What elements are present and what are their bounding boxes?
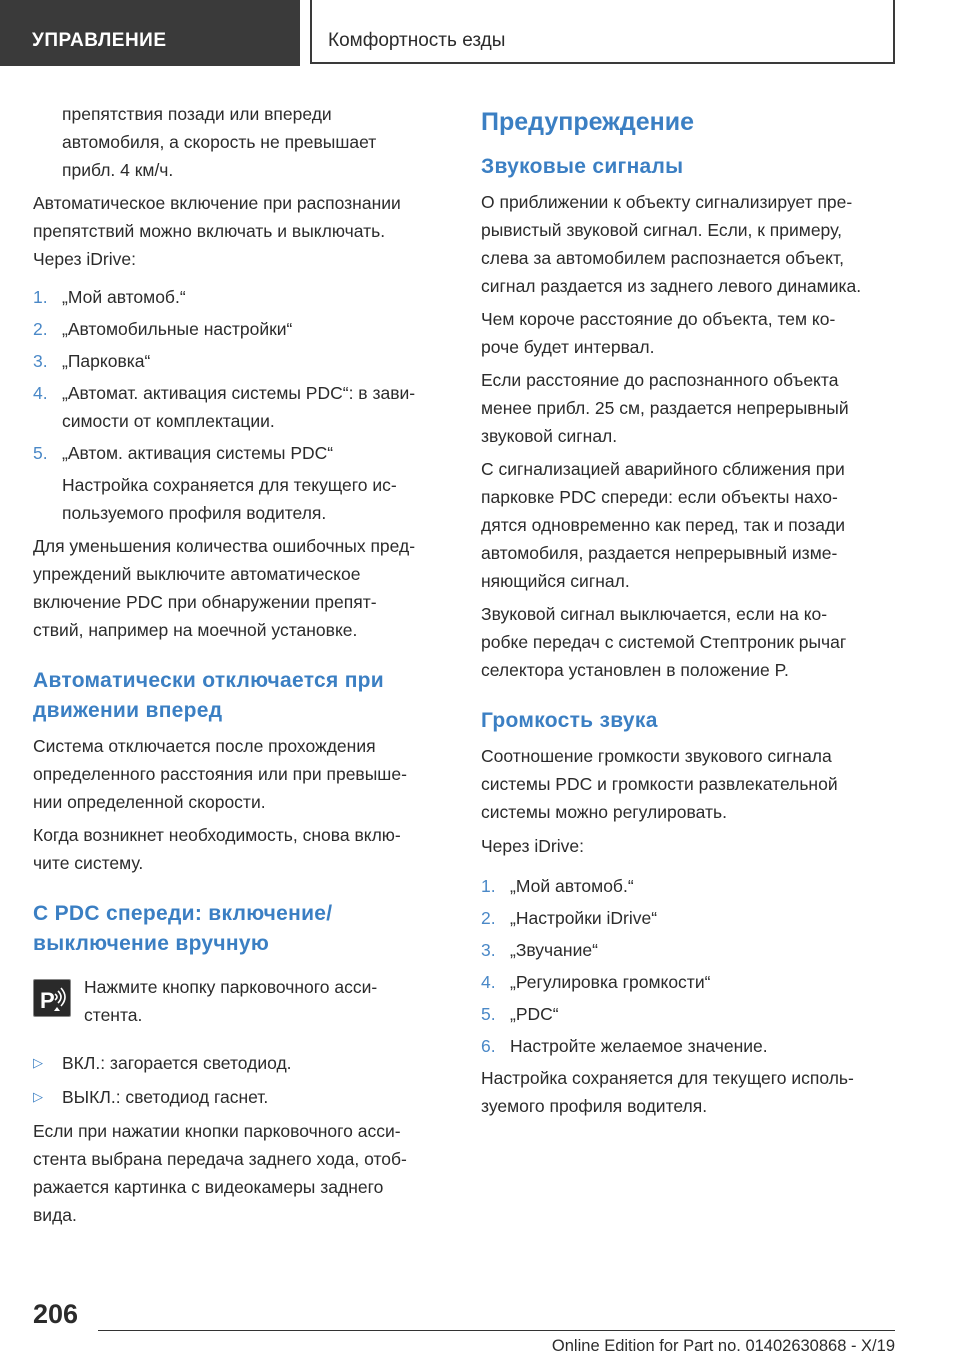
list-item: 4. „Автомат. активация системы PDC“: в зави- симости от комплектации. [33, 379, 448, 435]
step-number: 4. [33, 383, 48, 403]
reduce-warnings-paragraph: Для уменьшения количества ошибочных пред- упреждений выключите автоматическое включение PDC при обнаружении препят- ствий, например на моечной установке. [33, 536, 416, 640]
heading-signals: Звуковые сигналы [481, 155, 684, 178]
right-column [481, 100, 901, 1125]
page-number: 206 [33, 1299, 79, 1329]
approach-paragraph: О приближении к объекту сигнализирует пре- рывистый звуковой сигнал. Если, к примеру, слева за автомобилем распознается объект, сигнал раздается из заднего левого динамика. [481, 192, 862, 296]
continued-text: препятствия позади или впереди автомобиля, а скорость не превышает прибл. 4 км/ч. [62, 104, 377, 180]
chapter-tab: Комфортность езды [310, 0, 895, 64]
list-item: 1. „Мой автомоб.“ [481, 872, 901, 900]
led-status-list [33, 1049, 448, 1111]
step-number: 3. [33, 351, 48, 371]
signal-off-paragraph: Звуковой сигнал выключается, если на ко- робке передач с системой Стептроник рычаг селектора установлен в положение P. [481, 604, 847, 680]
list-item: 5. „PDC“ [481, 1000, 901, 1028]
heading-manual: С PDC спереди: включение/ выключение вручную [33, 902, 333, 955]
step-note: Настройка сохраняется для текущего ис- пользуемого профиля водителя. [62, 475, 397, 523]
auto-activation-steps [33, 283, 448, 467]
list-item: 1. „Мой автомоб.“ [33, 283, 448, 311]
continuous-signal-paragraph: Если расстояние до распознанного объекта менее прибл. 25 см, раздается непрерывный звуковой сигнал. [481, 370, 849, 446]
list-item: 4. „Регулировка громкости“ [481, 968, 901, 996]
volume-ratio-paragraph: Соотношение громкости звукового сигнала системы PDC и громкости развлекательной системы можно регулировать. [481, 746, 838, 822]
pdc-button-instruction: P Нажмите кнопку парковочного асси- стента. [33, 973, 448, 1029]
edition-note: Online Edition for Part no. 01402630868 - X/19 [551, 1337, 895, 1355]
reactivate-paragraph: Когда возникнет необходимость, снова вклю- чите систему. [33, 825, 401, 873]
list-item: 5. „Автом. активация системы PDC“ [33, 439, 448, 467]
setting-saved-paragraph: Настройка сохраняется для текущего исполь- зуемого профиля водителя. [481, 1068, 854, 1116]
idrive-intro: Через iDrive: [481, 836, 584, 856]
system-off-paragraph: Система отключается после прохождения определенного расстояния или при превыше- нии определенной скорости. [33, 736, 407, 812]
volume-steps [481, 872, 901, 1060]
list-item: 6. Настройте желаемое значение. [481, 1032, 901, 1060]
step-number: 5. [481, 1004, 496, 1024]
list-item: ▷ ВЫКЛ.: светодиод гаснет. [33, 1083, 448, 1111]
triangle-right-outline-icon: ▷ [33, 1089, 43, 1104]
interval-paragraph: Чем короче расстояние до объекта, тем ко- роче будет интервал. [481, 309, 836, 357]
list-item: 3. „Парковка“ [33, 347, 448, 375]
list-item: ▷ ВКЛ.: загорается светодиод. [33, 1049, 448, 1077]
step-number: 5. [33, 443, 48, 463]
auto-activation-paragraph: Автоматическое включение при распознании препятствий можно включать и выключать. Через iDrive: [33, 193, 401, 269]
footer-divider [98, 1330, 895, 1331]
heading-volume: Громкость звука [481, 709, 658, 732]
step-number: 1. [33, 287, 48, 307]
page-header [0, 0, 960, 66]
parking-assistant-glyph [34, 980, 70, 1016]
section-tab: УПРАВЛЕНИЕ [0, 0, 300, 66]
triangle-right-outline-icon: ▷ [33, 1055, 43, 1070]
heading-warning: Предупреждение [481, 108, 695, 136]
reverse-camera-paragraph: Если при нажатии кнопки парковочного асси- стента выбрана передача заднего хода, отоб- ражается картинка с видеокамеры заднего вида. [33, 1121, 407, 1225]
heading-auto-off: Автоматически отключается при движении вперед [33, 669, 385, 722]
left-column [33, 100, 448, 1234]
step-number: 6. [481, 1036, 496, 1056]
step-number: 3. [481, 940, 496, 960]
list-item: 2. „Настройки iDrive“ [481, 904, 901, 932]
step-number: 4. [481, 972, 496, 992]
step-number: 2. [33, 319, 48, 339]
parking-assistant-button-icon [33, 979, 71, 1017]
list-item: 2. „Автомобильные настройки“ [33, 315, 448, 343]
list-item: 3. „Звучание“ [481, 936, 901, 964]
step-number: 1. [481, 876, 496, 896]
collision-signal-paragraph: С сигнализацией аварийного сближения при парковке PDC спереди: если объекты нахо- дятся одновременно как перед, так и позади автомобиля, раздается непрерывный изме- няющийся сигнал. [481, 459, 845, 591]
step-number: 2. [481, 908, 496, 928]
svg-text:P: P [40, 988, 55, 1013]
